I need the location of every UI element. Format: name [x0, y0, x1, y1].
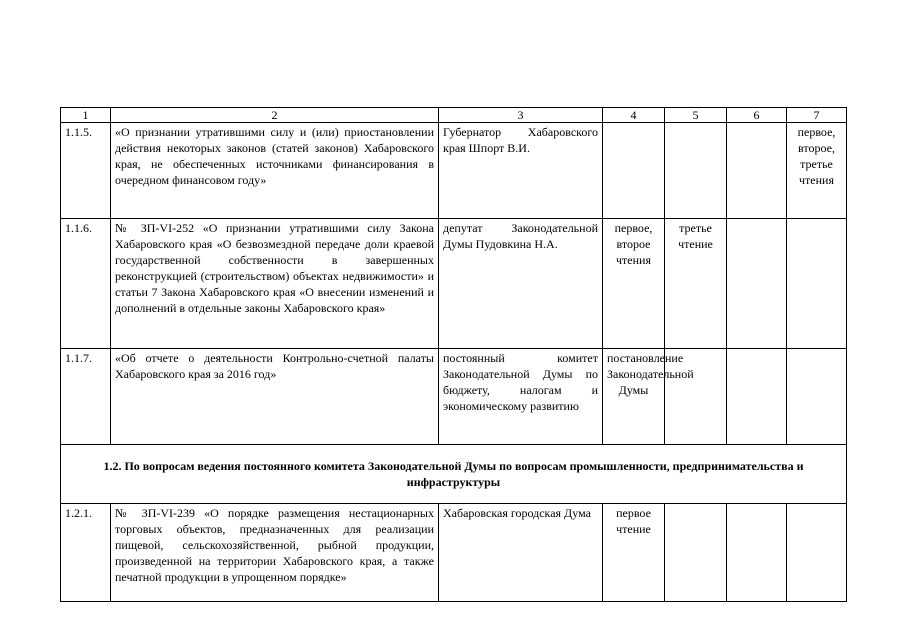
- bill-title: № ЗП-VI-239 «О порядке размещения нестационарных торговых объектов, предназначенных для реализации пищевой, сельскохозяйственной, рыбной продукции, произведенной на территории Хабаровского края, а также печатной продукции в упрощенном порядке»: [111, 504, 439, 602]
- table-row: [61, 504, 847, 602]
- bill-initiator: Хабаровская городская Дума: [439, 504, 603, 602]
- stage-col-4: первое, второе чтения: [603, 219, 665, 349]
- section-heading-row: [61, 445, 847, 504]
- col-header-4: 4: [603, 108, 665, 123]
- stage-col-7: [787, 504, 847, 602]
- col-header-3: 3: [439, 108, 603, 123]
- row-number: 1.1.5.: [61, 123, 111, 219]
- stage-col-5: [665, 504, 727, 602]
- stage-col-5: третье чтение: [665, 219, 727, 349]
- stage-col-5: [665, 123, 727, 219]
- col-header-5: 5: [665, 108, 727, 123]
- row-number: 1.2.1.: [61, 504, 111, 602]
- bill-title: «Об отчете о деятельности Контрольно-счетной палаты Хабаровского края за 2016 год»: [111, 349, 439, 445]
- bill-title: «О признании утратившими силу и (или) приостановлении действия некоторых законов (статей законов) Хабаровского края, не обеспеченных источниками финансирования в очередном финансовом году»: [111, 123, 439, 219]
- table-row: [61, 219, 847, 349]
- stage-col-4: [603, 123, 665, 219]
- table-row: [61, 349, 847, 445]
- stage-col-7: [787, 219, 847, 349]
- stage-col-6: [727, 349, 787, 445]
- bill-initiator: постоянный комитет Законодательной Думы по бюджету, налогам и экономическому развитию: [439, 349, 603, 445]
- bill-initiator: Губернатор Хабаровского края Шпорт В.И.: [439, 123, 603, 219]
- stage-col-7: [787, 349, 847, 445]
- row-number: 1.1.7.: [61, 349, 111, 445]
- stage-col-6: [727, 219, 787, 349]
- stage-col-4: первое чтение: [603, 504, 665, 602]
- bill-initiator: депутат Законодательной Думы Пудовкина Н.А.: [439, 219, 603, 349]
- plan-table: [60, 107, 847, 602]
- row-number: 1.1.6.: [61, 219, 111, 349]
- col-header-7: 7: [787, 108, 847, 123]
- col-header-6: 6: [727, 108, 787, 123]
- stage-col-7: первое, второе, третье чтения: [787, 123, 847, 219]
- col-header-2: 2: [111, 108, 439, 123]
- table-row: [61, 123, 847, 219]
- col-header-1: 1: [61, 108, 111, 123]
- section-heading: 1.2. По вопросам ведения постоянного комитета Законодательной Думы по вопросам промышленности, предпринимательства и инфраструктуры: [61, 445, 847, 504]
- stage-col-4: постановление Законодательной Думы: [603, 349, 665, 445]
- bill-title: № ЗП-VI-252 «О признании утратившими силу Закона Хабаровского края «О безвозмездной передаче доли краевой государственной собственности в завершенных реконструкцией (строительством) объектах недвижимости» и статьи 7 Закона Хабаровского края «О внесении изменений и дополнений в отдельные законы Хабаровского края»: [111, 219, 439, 349]
- stage-col-6: [727, 123, 787, 219]
- column-number-header-row: [61, 108, 847, 123]
- stage-col-6: [727, 504, 787, 602]
